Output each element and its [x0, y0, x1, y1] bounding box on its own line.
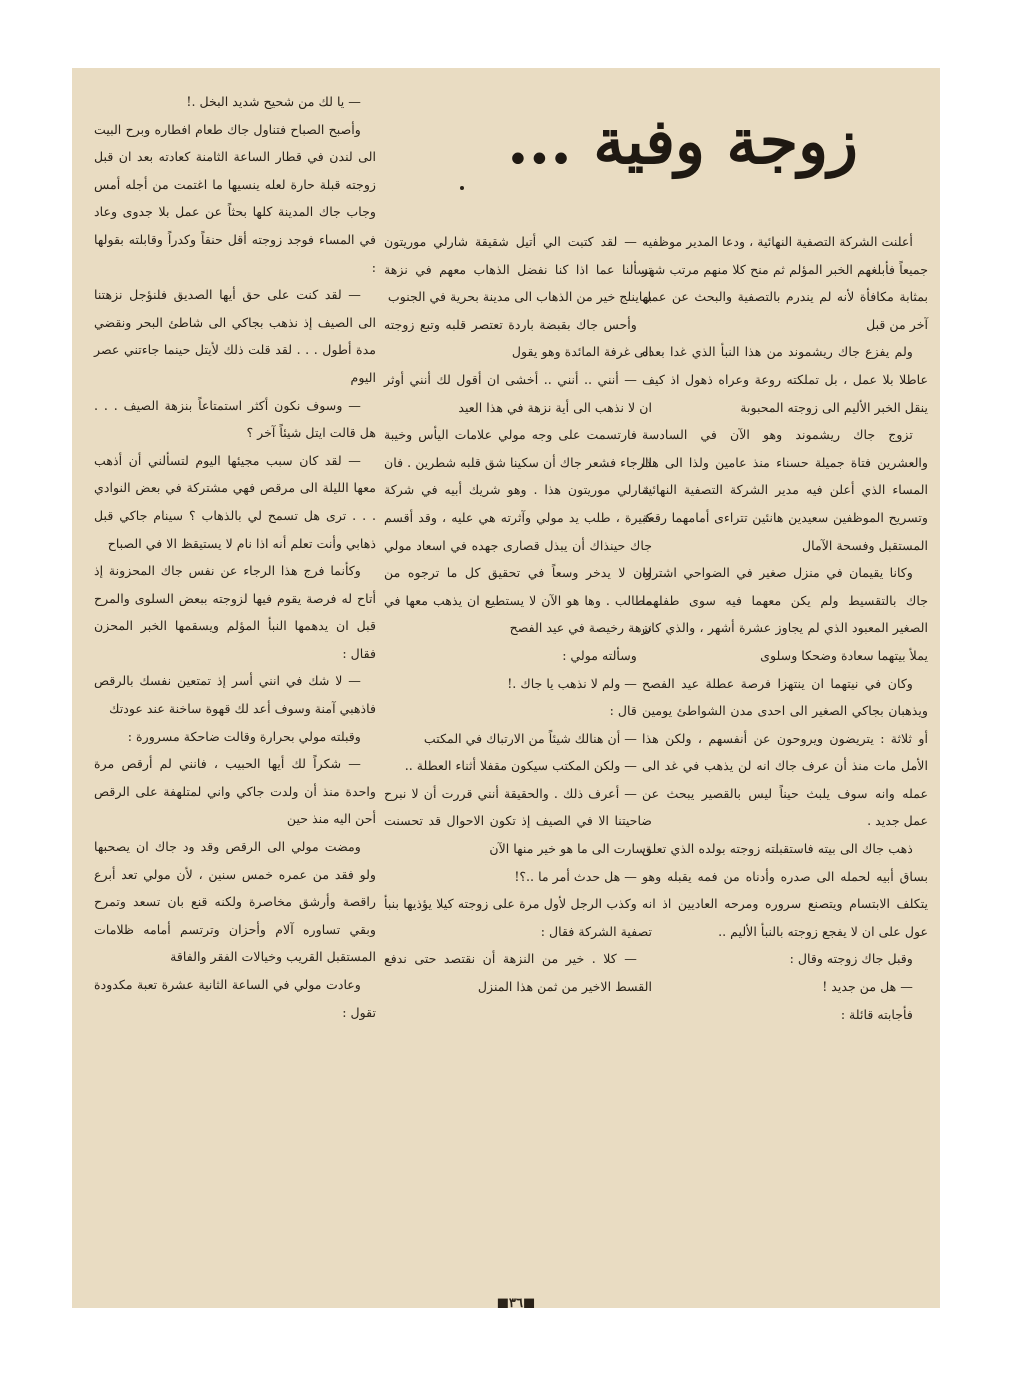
paragraph: — هل من جديد ! — [822, 979, 913, 995]
paragraph: — وسوف نكون أكثر استمتاعاً بنزهة الصيف . . . هل قالت ايتل شيئاً آخر ؟ — [94, 397, 376, 441]
paragraph: — لقد كتبت الي أتيل شقيقة شارلي موريتون تسألنا عما اذا كنا نفضل الذهاب معهم في نزهة بهاينلج خير من الذهاب الى مدينة بحرية في الجنوب — [384, 234, 652, 305]
paragraph: — يا لك من شحيح شديد البخل .! — [186, 94, 361, 109]
paragraph: وكذب الرجل لأول مرة على زوجته كيلا يؤذيها بنبأ تصفية الشركة فقال : — [384, 896, 652, 939]
paragraph: فارتسمت على وجه مولي علامات اليأس وخيبة الرجاء فشعر جاك أن سكينا شق قلبه شطرين . فان شارلي موريتون هذا . وهو شريك أبيه في شركة كبيرة ، طلب يد مولي وآثرته هي عليه ، وقد أقسم جاك حينذاك أن يبذل قصارى جهده في اسعاد مولي وان لا يدخر وسعاً في تحقيق كل ما ترجوه من مطالب . وها هو الآن لا يستطيع ان يذهب معها في نزهة رخيصة في عيد الفصح — [384, 427, 652, 636]
paragraph: وقبلته مولي بحرارة وقالت ضاحكة مسرورة : — [127, 728, 361, 744]
article-title: زوجة وفية ... — [507, 105, 858, 178]
paragraph: — ولكن المكتب سيكون مقفلا أثناء العطلة .. — [404, 758, 637, 774]
column-left — [94, 88, 376, 1026]
paragraph: فأجابته قائلة : — [840, 1006, 913, 1022]
paragraph: — لا شك في انني أسر إذ تمتعين نفسك بالرقص فاذهبي آمنة وسوف أعد لك قهوة ساخنة عند عودتك — [94, 673, 376, 717]
paragraph: ومضت مولي الى الرقص وقد ود جاك ان يصحبها ولو فقد من عمره خمس سنين ، لأن مولي تعد أبرع راقصة وأرشق مخاصرة ولكنه قنع بان تسعد وتمرح وبقي تساوره آلام وأحزان وترتسم أمامه ظلامات المستقبل القريب وخيالات الفقر والفاقة — [94, 839, 376, 965]
paragraph: — شكراً لك أيها الحبيب ، فانني لم أرقص مرة واحدة منذ أن ولدت جاكي واني لمتلهفة على الرقص أحن اليه منذ حين — [94, 756, 376, 827]
page-number: ■٣٦■ — [496, 1296, 536, 1308]
paragraph: وأصبح الصباح فتناول جاك طعام افطاره وبرح البيت الى لندن في قطار الساعة الثامنة كعادته بعد ان قبل زوجته قبلة حارة لعله ينسيها ما اغتمت من أجله أمس وجاب جاك المدينة كلها بحثاً عن عمل بلا جدوى وعاد في المساء فوجد زوجته أقل حنقاً وكدراً وقابلته بقولها : — [94, 121, 376, 275]
paragraph: — لقد كان سبب مجيئها اليوم لتسألني أن أذهب معها الليلة الى مرقص فهي مشتركة في بعض النوادي . . . ترى هل تسمح لي بالذهاب ؟ سينام جاكي قبل ذهابي وأنت تعلم أنه اذا نام لا يستيقظ الا في الصباح — [94, 452, 376, 551]
paragraph: — أعرف ذلك . والحقيقة أنني قررت أن لا نبرح ضاحيتنا الا في الصيف إذ تكون الاحوال قد تحسنت وسارت الى ما هو خير منها الآن — [384, 785, 652, 857]
paragraph: ذهب جاك الى بيته فاستقبلته زوجته بولده الذي تعلق بساق أبيه لحمله الى صدره وأدناه من فمه يقبله وهو يتكلف الابتسام ويتصنع سروره ومرحه العاديين اذ انه عول على ان لا يفجع زوجته بالنبأ الأليم .. — [642, 841, 928, 939]
paragraph: وقبل جاك زوجته وقال : — [789, 951, 913, 967]
paragraph: وكأنما فرج هذا الرجاء عن نفس جاك المحزونة إذ أتاح له فرصة يقوم فيها لزوجته ببعض السلوى والمرح قبل ان يدهمها النبأ المؤلم ويسقمها الخبر المحزن فقال : — [94, 563, 376, 661]
paragraph: — ولم لا نذهب يا جاك .! — [507, 675, 637, 691]
paragraph: قال : — [609, 703, 637, 719]
paragraph: وعادت مولي في الساعة الثانية عشرة تعبة مكدودة تقول : — [94, 977, 376, 1020]
paragraph: تزوج جاك ريشموند وهو الآن في السادسة والعشرين فتاة جميلة حسناء منذ عامين ولذا الى هذا المساء الذي أعلن فيه مدير الشركة التصفية النهائية وتسريح الموظفين سعيدين هانئين تتراءى أمامهما رقعة المستقبل وفسحة الآمال — [642, 427, 928, 553]
paragraph: وسألته مولي : — [562, 647, 637, 663]
decorative-dot — [460, 186, 464, 190]
paragraph: — أنني .. أنني .. أخشى ان أقول لك أنني أوثر ان لا نذهب الى أية نزهة في هذا العيد — [384, 371, 652, 415]
paragraph: ولم يفزع جاك ريشموند من هذا النبأ الذي غدا بعده عاطلا بلا عمل ، بل تملكته روعة وعراه ذهول اذ كيف ينقل الخبر الأليم الى زوجته المحبوبة — [642, 344, 928, 415]
paragraph: وأحس جاك بقبضة باردة تعتصر قلبه وتبع زوجته الى غرفة المائدة وهو يقول — [384, 316, 652, 360]
paragraph: أعلنت الشركة التصفية النهائية ، ودعا المدير موظفيه جميعاً فأبلغهم الخبر المؤلم ثم منح كلا منهم مرتب شهر بمثابة مكافأة لأنه لم يندرم بالتصفية والبحث عن عمل آخر من قبل — [642, 234, 928, 332]
paragraph: وكانا يقيمان في منزل صغير في الضواحي اشتراه جاك بالتقسيط ولم يكن معهما فيه سوى طفلهما الصغير المعبود الذي لم يجاوز عشرة أشهر ، والذي كان يملأ بيتهما سعادة وضحكا وسلوى — [642, 565, 928, 663]
paragraph: — كلا . خير من النزهة أن نقتصد حتى ندفع القسط الاخير من ثمن هذا المنزل — [384, 951, 652, 995]
paragraph: — أن هنالك شيئاً من الارتباك في المكتب — [423, 730, 637, 746]
paragraph: — هل حدث أمر ما ..؟! — [514, 868, 637, 884]
paragraph: وكان في نيتهما ان ينتهزا فرصة عطلة عيد الفصح ويذهبان بجاكي الصغير الى احدى مدن الشواطئ يومين أو ثلاثة : يتريضون ويروحون عن أنفسهم ، ولكن هذا الأمل مات منذ أن عرف جاك انه لن يذهب في غد الى عمله وانه سوف يلبث حيناً ليس بالقصير يبحث عن عمل جديد . — [642, 675, 928, 829]
paragraph: — لقد كنت على حق أيها الصديق فلنؤجل نزهتنا الى الصيف إذ نذهب بجاكي الى شاطئ البحر ونقضي مدة أطول . . . لقد قلت ذلك لأيتل حينما جاءتني عصر اليوم — [94, 287, 376, 385]
column-right — [642, 228, 928, 1028]
magazine-page — [72, 68, 940, 1308]
column-middle — [384, 228, 652, 1001]
